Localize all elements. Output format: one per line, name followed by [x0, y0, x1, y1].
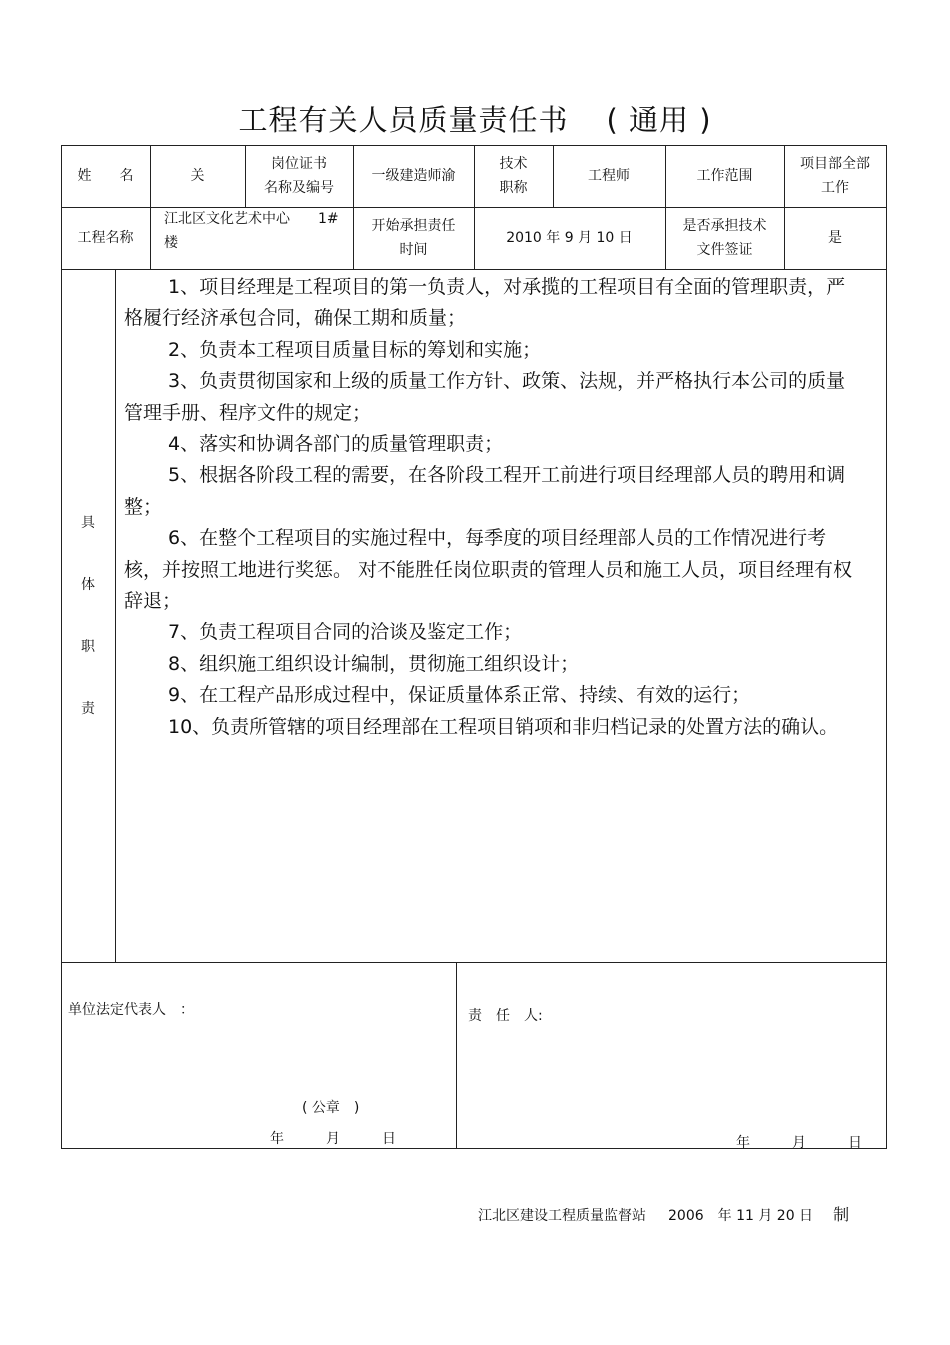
project-value-line1: 江北区文化艺术中心 1#: [164, 211, 339, 227]
date-left: 年 月 日: [270, 1131, 396, 1147]
duties-label-char: 职: [81, 639, 95, 655]
tech-label-line1: 技术: [499, 156, 528, 172]
scope-value-line2: 工作: [821, 180, 849, 196]
duties-label-line: [115, 269, 116, 962]
tech-sign-value: 是: [828, 230, 842, 246]
table-border-left: [61, 145, 62, 1149]
cert-label-line2: 名称及编号: [264, 180, 334, 196]
scope-value: [784, 145, 886, 207]
footer-date: 2006 年 11 月 20 日: [668, 1208, 814, 1224]
duties-list: [124, 272, 854, 743]
duty-item: 5、根据各阶段工程的需要，在各阶段工程开工前进行项目经理部人员的聘用和调整；: [124, 464, 846, 518]
duty-item: 6、在整个工程项目的实施过程中，每季度的项目经理部人员的工作情况进行考核，并按照工地进行奖惩。 对不能胜任岗位职责的管理人员和施工人员，项目经理有权辞退；: [124, 527, 853, 613]
table-line-duties: [61, 962, 887, 963]
duty-item: 4、落实和协调各部门的质量管理职责；: [168, 433, 504, 456]
table-border-right: [886, 145, 887, 1149]
title-text: 工程有关人员质量责任书: [238, 103, 569, 137]
name-label: 姓 名: [77, 168, 134, 184]
cert-label: [245, 145, 353, 207]
scope-label: 工作范围: [696, 168, 753, 184]
duty-item: 2、负责本工程项目质量目标的筹划和实施；: [168, 338, 542, 361]
duty-item: 8、组织施工组织设计编制，贯彻施工组织设计；: [168, 652, 580, 675]
start-label-line2: 时间: [399, 242, 428, 258]
footer-made: 制: [833, 1205, 850, 1224]
cert-label-line1: 岗位证书: [271, 156, 327, 172]
tech-sign-label: [665, 207, 784, 269]
start-label-line1: 开始承担责任: [371, 218, 456, 234]
duties-label-char: 责: [81, 701, 95, 717]
signature-split-line: [456, 962, 457, 1148]
official-seal-label: ( 公章 ): [302, 1100, 360, 1116]
title-suffix: ( 通用 ): [606, 103, 712, 137]
duty-item: 7、负责工程项目合同的洽谈及鉴定工作；: [168, 621, 523, 644]
project-value-line2: 楼: [164, 235, 178, 251]
tech-label-line2: 职称: [499, 180, 528, 196]
duty-item: 9、在工程产品形成过程中，保证质量体系正常、持续、有效的运行；: [168, 684, 751, 707]
table-line-row2: [61, 269, 887, 270]
cert-value: 一级建造师渝: [371, 168, 456, 184]
name-value: 关: [190, 168, 205, 184]
project-name-value: [150, 207, 353, 269]
page-title: [0, 98, 950, 139]
duty-item: 3、负责贯彻国家和上级的质量工作方针、政策、法规，并严格执行本公司的质量管理手册、程序文件的规定；: [124, 370, 846, 424]
sign-label-line2: 文件签证: [696, 242, 753, 258]
duty-item: 1、项目经理是工程项目的第一负责人，对承揽的工程项目有全面的管理职责，严格履行经济承包合同，确保工期和质量；: [124, 276, 846, 330]
duty-item: 10、负责所管辖的项目经理部在工程项目销项和非归档记录的处置方法的确认。: [168, 715, 839, 738]
tech-title-value: 工程师: [588, 168, 630, 184]
sign-label-line1: 是否承担技术: [682, 218, 767, 234]
responsible-person-label: 责 任 人:: [468, 1008, 543, 1024]
start-time-value: 2010 年 9 月 10 日: [506, 230, 633, 246]
start-time-label: [353, 207, 474, 269]
footer-org: 江北区建设工程质量监督站: [478, 1208, 646, 1224]
tech-title-label: [474, 145, 553, 207]
footer: [478, 1202, 849, 1225]
scope-value-line1: 项目部全部: [800, 156, 870, 172]
project-name-label: 工程名称: [77, 230, 134, 246]
legal-representative-label: 单位法定代表人 ：: [68, 1002, 194, 1018]
date-right: 年 月 日: [736, 1135, 862, 1151]
duties-label-char: 体: [81, 577, 95, 593]
duties-label-char: 具: [81, 515, 95, 531]
